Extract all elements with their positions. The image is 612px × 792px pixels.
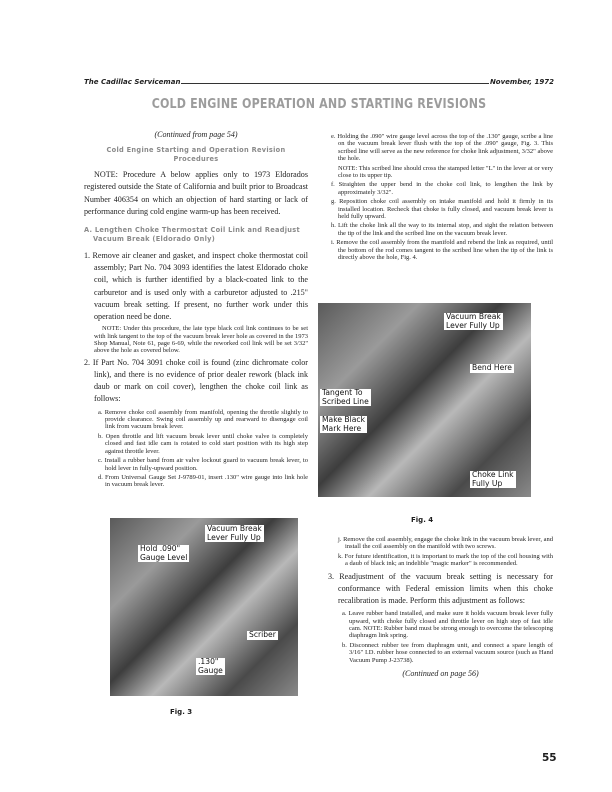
continued-on: (Continued on page 56) [402,669,479,679]
running-header [84,78,554,86]
step-1-note: NOTE: Under this procedure, the late type black coil link continues to be set with link tangent to the top of the vacuum break lever hole as covered in the 1973 Shop Manual, Note 61, page 6-69, while the reworked coil link will be set 3/32" above the hole as covered below. [94,325,308,355]
publication-name: The Cadillac Serviceman [84,78,181,86]
step-2: 2. If Part No. 704 3091 choke coil is found (zinc dichromate color link), and there is no evidence of prior dealer rework (black ink daub or mark on coil cover), lengthen the choke coil link as follows: [84,357,308,404]
step3-substep-a: a. Leave rubber band installed, and make sure it holds vacuum break lever fully upward, with choke fully closed and throttle lever on high step of fast idle cam. NOTE: Rubber band must be strong enough to overcome the telescoping diaphragm link spring. [342,610,553,640]
article-title: COLD ENGINE OPERATION AND STARTING REVISIONS [151,96,487,112]
step3-substep-b: b. Disconnect rubber tee from diaphragm unit, and connect a spare length of 3/16" I.D. rubber hose connected to an external vacuum source (such as Hand Vacuum Pump J-23738). [342,641,553,664]
figure-3-caption: Fig. 3 [170,708,193,716]
figure-3-photo [110,518,298,696]
substep-b: b. Open throttle and lift vacuum break lever until choke valve is completely closed and fast idle cam is rotated to cold start position with its high step against throttle lever. [98,432,308,455]
fig4-label-choke-link: Choke Link Fully Up [472,470,514,488]
continued-from: (Continued from page 54) [154,130,238,139]
page-number: 55 [542,752,557,764]
substep-g: g. Reposition choke coil assembly on intake manifold and hold it firmly in its installed location. Recheck that choke is fully closed, and vacuum break lever is held fully upward. [331,198,553,221]
right-column-bottom [328,536,553,680]
procedure-a-heading: A. Lengthen Choke Thermostat Coil Link and Readjust Vacuum Break (Eldorado Only) [84,226,300,244]
substep-a: a. Remove choke coil assembly from manifold, opening the throttle slightly to provide clearance. Swing coil assembly up and rearward to disengage coil link from vacuum break lever. [98,408,308,431]
figure-4-photo [318,303,531,497]
fig3-label-scriber: Scriber [249,630,276,639]
substep-e-note: NOTE: This scribed line should cross the stamped letter "L" in the lever at or very close to its upper tip. [338,164,553,180]
fig4-label-tangent: Tangent To Scribed Line [322,388,369,406]
issue-date: November, 1972 [489,78,554,86]
note-intro: NOTE: Procedure A below applies only to 1973 Eldorados registered outside the State of California and built prior to Broadcast Number 406354 on which an objection of hard starting or lack of performance during cold engine warm-up has been received. [84,170,308,216]
fig4-label-bend-here: Bend Here [472,363,512,372]
substep-k: k. For future identification, it is important to mark the top of the coil housing with a daub of black ink; an indelible "magic marker" is recommended. [338,552,553,568]
substep-i: i. Remove the coil assembly from the manifold and rebend the link as required, until the bottom of the rod comes tangent to the scribed line when the tip of the link is directly above the hole, Fig. 4. [331,239,553,262]
fig4-label-vacuum-break: Vacuum Break Lever Fully Up [446,312,501,330]
substep-c: c. Install a rubber band from air valve lockout guard to vacuum break lever, to hold lever in fully-upward position. [98,457,308,472]
fig3-label-hold-gauge: Hold .090" Gauge Level [140,544,188,562]
section-heading: Cold Engine Starting and Operation Revision Procedures [106,146,286,164]
fig4-label-black-mark: Make Black Mark Here [322,415,365,433]
substep-h: h. Lift the choke link all the way to its internal stop, and sight the relation between the tip of the link and the scribed line on the vacuum break lever. [331,222,553,237]
substep-f: f. Straighten the upper bend in the choke coil link, to lengthen the link by approximately 3/32". [331,181,553,196]
header-rule [181,83,489,84]
substep-d: d. From Universal Gauge Set J-9789-01, insert .130" wire gauge into link hole in vacuum break lever. [98,473,308,489]
step-1: 1. Remove air cleaner and gasket, and inspect choke thermostat coil assembly; Part No. 704 3093 identifies the latest Eldorado choke coil, which is further identified by a black-coated link to the carburetor and is used only with a carburetor adjusted to .215" vacuum break setting. If present, no further work under this operation need be done. [84,251,308,322]
substep-e: e. Holding the .090" wire gauge level across the top of the .130" gauge, scribe a line on the vacuum break lever flush with the top of the .090" gauge, Fig. 3. This scribed line will serve as the new reference for choke link adjustment, 3/32" above the hole. [331,133,553,163]
fig3-label-130-gauge: .130" Gauge [198,657,223,675]
figure-4-caption: Fig. 4 [411,516,434,524]
left-column [84,129,308,489]
substep-j: j. Remove the coil assembly, engage the choke link in the vacuum break lever, and install the coil assembly on the manifold with two screws. [338,536,553,551]
right-column-top [331,133,553,262]
fig3-label-vacuum-break: Vacuum Break Lever Fully Up [207,524,262,542]
step-3: 3. Readjustment of the vacuum break setting is necessary for conformance with Federal emission limits when this choke recalibration is made. Perform this adjustment as follows: [328,571,553,606]
